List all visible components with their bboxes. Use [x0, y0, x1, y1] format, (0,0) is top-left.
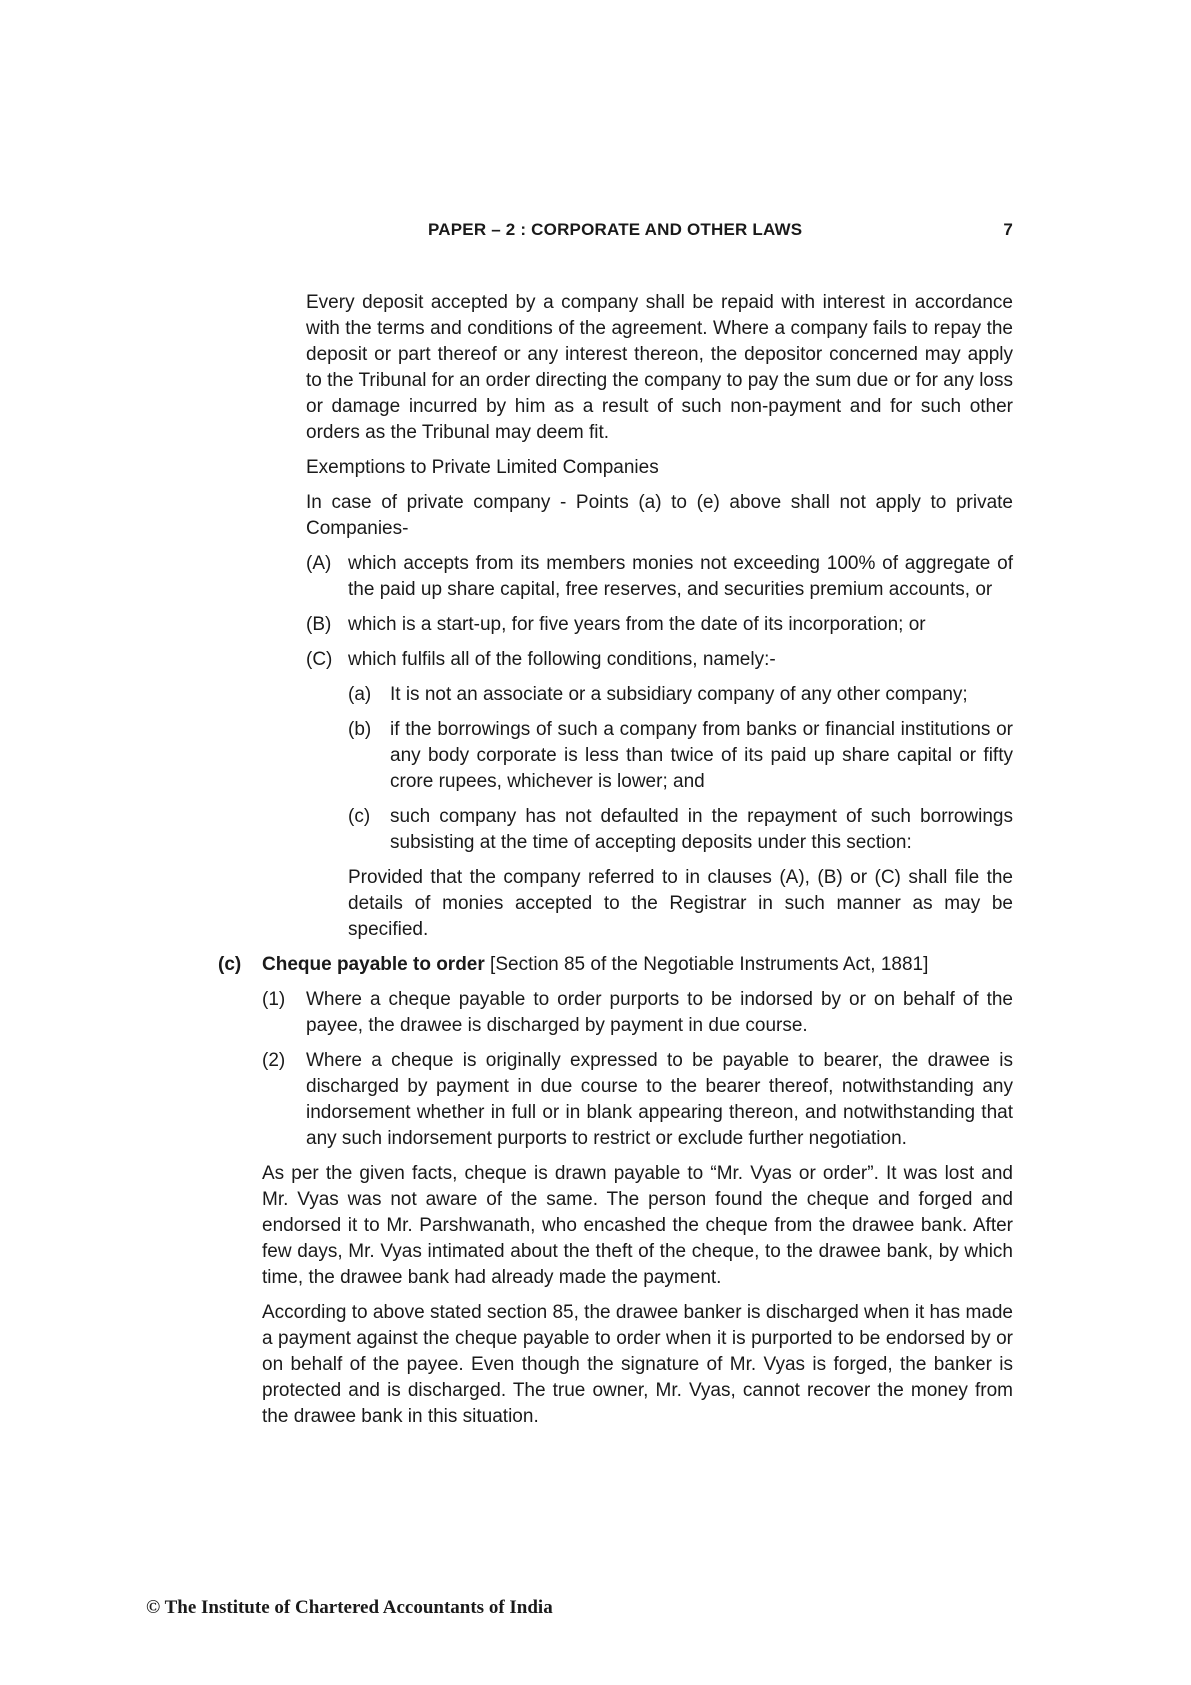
condition-text: It is not an associate or a subsidiary company of any other company; — [390, 684, 968, 705]
condition-label: (b) — [348, 719, 372, 740]
copyright-footer: © The Institute of Chartered Accountants of India — [146, 1597, 553, 1618]
section-point-2 — [262, 1048, 1013, 1152]
page-content — [0, 290, 1191, 1430]
proviso-paragraph: Provided that the company referred to in clauses (A), (B) or (C) shall file the details of monies accepted to the Registrar in such manner as may be specified. — [348, 867, 1013, 940]
repayment-paragraph: Every deposit accepted by a company shall be repaid with interest in accordance with the terms and conditions of the agreement. Where a company fails to repay the deposit or part thereof or any interest thereon, the depositor concerned may apply to the Tribunal for an order directing the company to pay the sum due or for any loss or damage incurred by him as a result of such non-payment and for such other orders as the Tribunal may deem fit. — [306, 292, 1013, 443]
exemption-text: which is a start-up, for five years from the date of its incorporation; or — [348, 614, 926, 635]
section-c-heading — [218, 952, 1013, 978]
paper-title: PAPER – 2 : CORPORATE AND OTHER LAWS — [428, 220, 803, 239]
point-text: Where a cheque payable to order purports to be indorsed by or on behalf of the payee, the drawee is discharged by payment in due course. — [306, 989, 1013, 1036]
condition-text: if the borrowings of such a company from banks or financial institutions or any body corporate is less than twice of its paid up share capital or fifty crore rupees, whichever is lower; and — [390, 719, 1013, 792]
condition-text: such company has not defaulted in the repayment of such borrowings subsisting at the time of accepting deposits under this section: — [390, 806, 1013, 853]
point-label: (2) — [262, 1050, 286, 1071]
exemption-item-c — [306, 647, 1013, 673]
exemption-text: which accepts from its members monies not exceeding 100% of aggregate of the paid up share capital, free reserves, and securities premium accounts, or — [348, 553, 1013, 600]
exemption-item-a — [306, 551, 1013, 603]
point-text: Where a cheque is originally expressed to be payable to bearer, the drawee is discharged by payment in due course to the bearer thereof, notwithstanding any indorsement whether in full or in blank appearing thereon, and notwithstanding that any such indorsement purports to restrict or exclude further negotiation. — [306, 1050, 1013, 1149]
condition-item-a — [348, 682, 1013, 708]
condition-item-b — [348, 717, 1013, 795]
section-reference: [Section 85 of the Negotiable Instruments Act, 1881] — [484, 954, 929, 975]
section-point-1 — [262, 987, 1013, 1039]
exemption-label: (B) — [306, 614, 332, 635]
exemption-item-b — [306, 612, 1013, 638]
conclusion-paragraph: According to above stated section 85, the drawee banker is discharged when it has made a payment against the cheque payable to order when it is purported to be endorsed by or on behalf of the payee. Even though the signature of Mr. Vyas is forged, the banker is protected and is discharged. The true owner, Mr. Vyas, cannot recover the money from the drawee bank in this situation. — [262, 1302, 1013, 1427]
exemption-label: (C) — [306, 649, 333, 670]
exemptions-heading: Exemptions to Private Limited Companies — [306, 457, 659, 478]
facts-paragraph: As per the given facts, cheque is drawn payable to “Mr. Vyas or order”. It was lost and Mr. Vyas was not aware of the same. The person found the cheque and forged and endorsed it to Mr. Parshwanath, who encashed the cheque from the drawee bank. After few days, Mr. Vyas intimated about the theft of the cheque, to the drawee bank, by which time, the drawee bank had already made the payment. — [262, 1163, 1013, 1288]
private-company-intro: In case of private company - Points (a) to (e) above shall not apply to private Companies- — [306, 492, 1013, 539]
section-heading: Cheque payable to order — [262, 954, 485, 975]
page-header — [300, 217, 1013, 243]
condition-item-c — [348, 804, 1013, 856]
exemption-label: (A) — [306, 553, 332, 574]
page-number: 7 — [1003, 220, 1013, 239]
section-label: (c) — [218, 954, 242, 975]
point-label: (1) — [262, 989, 286, 1010]
condition-label: (a) — [348, 684, 372, 705]
condition-label: (c) — [348, 806, 371, 827]
exemption-text: which fulfils all of the following conditions, namely:- — [348, 649, 776, 670]
